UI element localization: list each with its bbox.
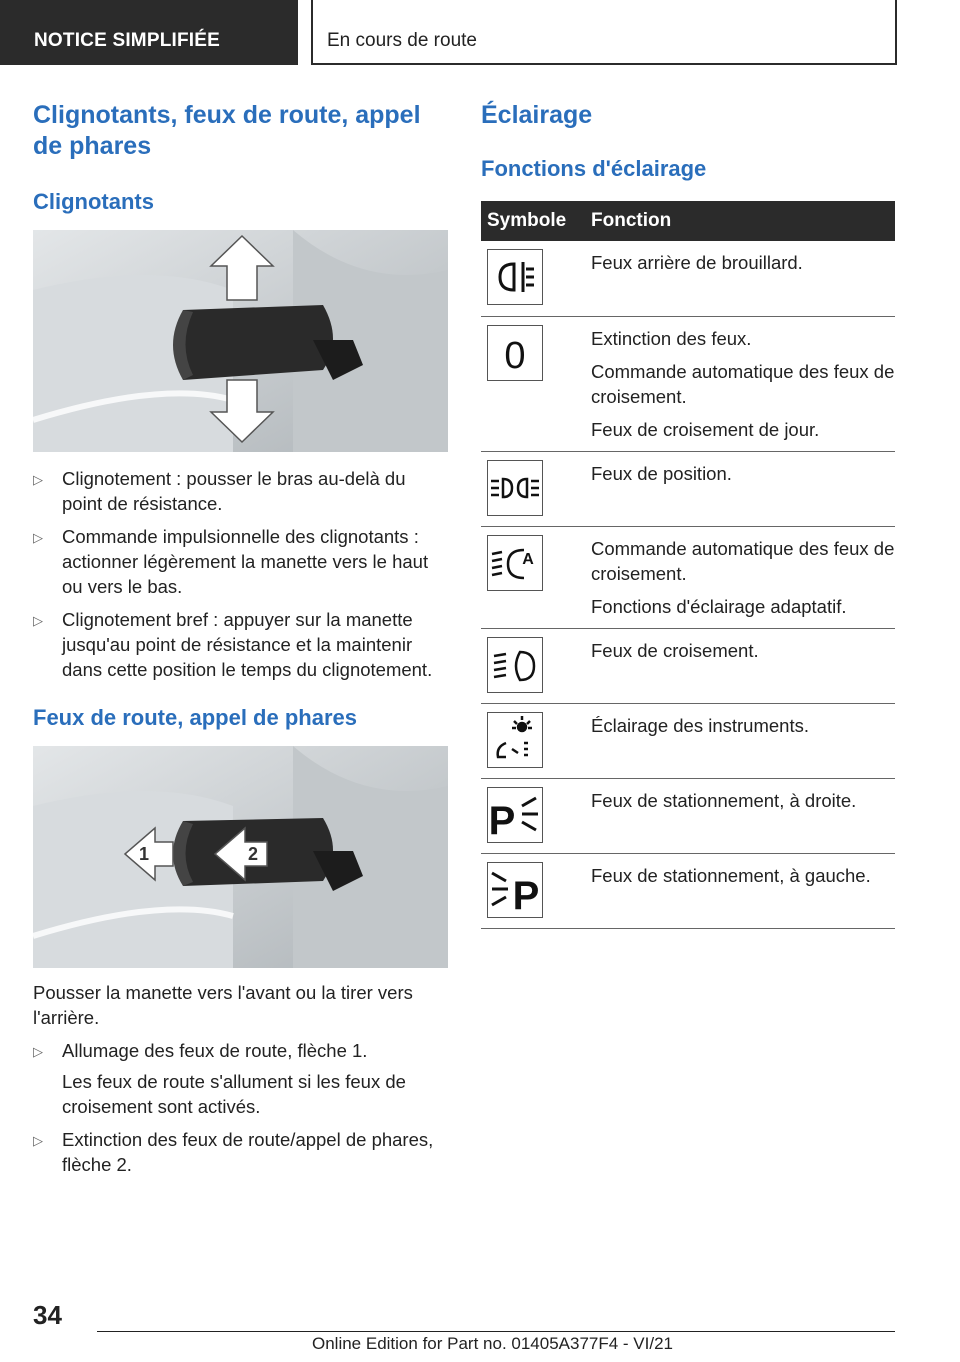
high-beam-list	[33, 1038, 449, 1177]
function-text: Fonctions d'éclairage adaptatif.	[591, 595, 847, 617]
list-item	[33, 466, 449, 516]
function-text: Commande automatique des feux de croisement.	[591, 537, 895, 584]
table-row	[481, 526, 895, 628]
subheading-high-beams: Feux de route, appel de phares	[33, 705, 357, 730]
lights-off-glyph: 0	[504, 334, 526, 377]
page-number: 34	[33, 1300, 62, 1330]
symbol-cell	[481, 853, 585, 928]
symbol-cell	[481, 451, 585, 526]
function-cell	[585, 778, 895, 853]
table-row	[481, 778, 895, 853]
table-row	[481, 451, 895, 526]
function-cell	[585, 703, 895, 778]
function-text: Commande automatique des feux de croisement.	[591, 360, 895, 407]
symbol-cell	[481, 628, 585, 703]
turn-signal-list	[33, 466, 449, 682]
table-header-row	[481, 201, 895, 241]
chapter-label: En cours de route	[327, 30, 477, 51]
function-text: Feux de croisement de jour.	[591, 418, 820, 440]
bullet-triangle-icon: ▷	[33, 472, 43, 487]
bullet-triangle-icon: ▷	[33, 530, 43, 545]
function-cell	[585, 316, 895, 451]
function-text: Feux de croisement.	[591, 639, 759, 661]
function-cell	[585, 526, 895, 628]
page-title: Clignotants, feux de route, appel de phares	[33, 101, 421, 160]
section-label: NOTICE SIMPLIFIÉE	[34, 30, 221, 51]
symbol-cell	[481, 526, 585, 628]
symbol-cell	[481, 316, 585, 451]
right-column	[481, 100, 895, 929]
edition-info: Online Edition for Part no. 01405A377F4 - VI/21	[312, 1334, 674, 1353]
subheading-turn-signals: Clignotants	[33, 189, 154, 214]
high-beam-stalk-illustration	[33, 746, 448, 968]
parking-lights-icon	[487, 460, 543, 516]
list-item	[33, 1127, 449, 1177]
list-item-subtext: Les feux de route s'allument si les feux de croisement sont activés.	[62, 1071, 406, 1117]
parking-glyph: P	[512, 873, 540, 918]
low-beam-icon	[487, 637, 543, 693]
parking-glyph: P	[488, 798, 516, 843]
list-item-text: Clignotement : pousser le bras au-delà du point de résistance.	[62, 468, 406, 514]
arrow-2-label: 2	[248, 844, 259, 864]
lighting-title: Éclairage	[481, 101, 593, 129]
function-cell	[585, 853, 895, 928]
list-item	[33, 1038, 449, 1119]
footer-divider	[97, 1331, 895, 1332]
table-row	[481, 316, 895, 451]
function-cell	[585, 451, 895, 526]
symbol-cell	[481, 778, 585, 853]
list-item-text: Extinction des feux de route/appel de phares, flèche 2.	[62, 1129, 434, 1175]
column-header-symbol: Symbole	[481, 201, 585, 241]
table-row	[481, 853, 895, 928]
parking-light-right-icon	[487, 787, 543, 843]
function-text: Feux de position.	[591, 462, 732, 484]
lighting-functions-table	[481, 201, 895, 929]
arrow-1-label: 1	[139, 844, 150, 864]
turn-signal-stalk-illustration	[33, 230, 448, 452]
table-row	[481, 241, 895, 316]
bullet-triangle-icon: ▷	[33, 1044, 43, 1059]
bullet-triangle-icon: ▷	[33, 613, 43, 628]
list-item-text: Allumage des feux de route, flèche 1.	[62, 1040, 368, 1061]
column-header-function: Fonction	[585, 201, 895, 241]
lights-off-icon	[487, 325, 543, 381]
function-text: Feux arrière de brouillard.	[591, 252, 803, 273]
section-tab	[0, 0, 298, 65]
function-text: Feux de stationnement, à gauche.	[591, 864, 871, 886]
parking-light-left-icon	[487, 862, 543, 918]
turn-signal-stalk-image	[33, 230, 448, 452]
bullet-triangle-icon: ▷	[33, 1133, 43, 1148]
list-item-text: Commande impulsionnelle des clignotants : actionner légèrement la manette vers le haut ou vers le bas.	[62, 526, 429, 597]
lighting-subtitle: Fonctions d'éclairage	[481, 156, 707, 181]
list-item	[33, 524, 449, 599]
chapter-tab	[311, 0, 897, 65]
function-text: Éclairage des instruments.	[591, 714, 809, 736]
table-row	[481, 628, 895, 703]
auto-glyph: A	[522, 550, 534, 568]
left-column	[33, 100, 449, 1185]
function-cell	[585, 241, 895, 316]
instrument-lighting-icon	[487, 712, 543, 768]
function-text: Extinction des feux.	[591, 327, 752, 349]
rear-fog-light-icon	[487, 249, 543, 305]
symbol-cell	[481, 241, 585, 316]
list-item	[33, 607, 449, 682]
list-item-text: Clignotement bref : appuyer sur la manette jusqu'au point de résistance et la maintenir dans cette position le temps du clignotement.	[62, 609, 433, 680]
high-beam-intro: Pousser la manette vers l'avant ou la tirer vers l'arrière.	[33, 982, 413, 1028]
table-row	[481, 703, 895, 778]
symbol-cell	[481, 703, 585, 778]
function-text: Feux de stationnement, à droite.	[591, 789, 857, 811]
function-cell	[585, 628, 895, 703]
auto-headlight-icon	[487, 535, 543, 591]
high-beam-stalk-image	[33, 746, 448, 968]
